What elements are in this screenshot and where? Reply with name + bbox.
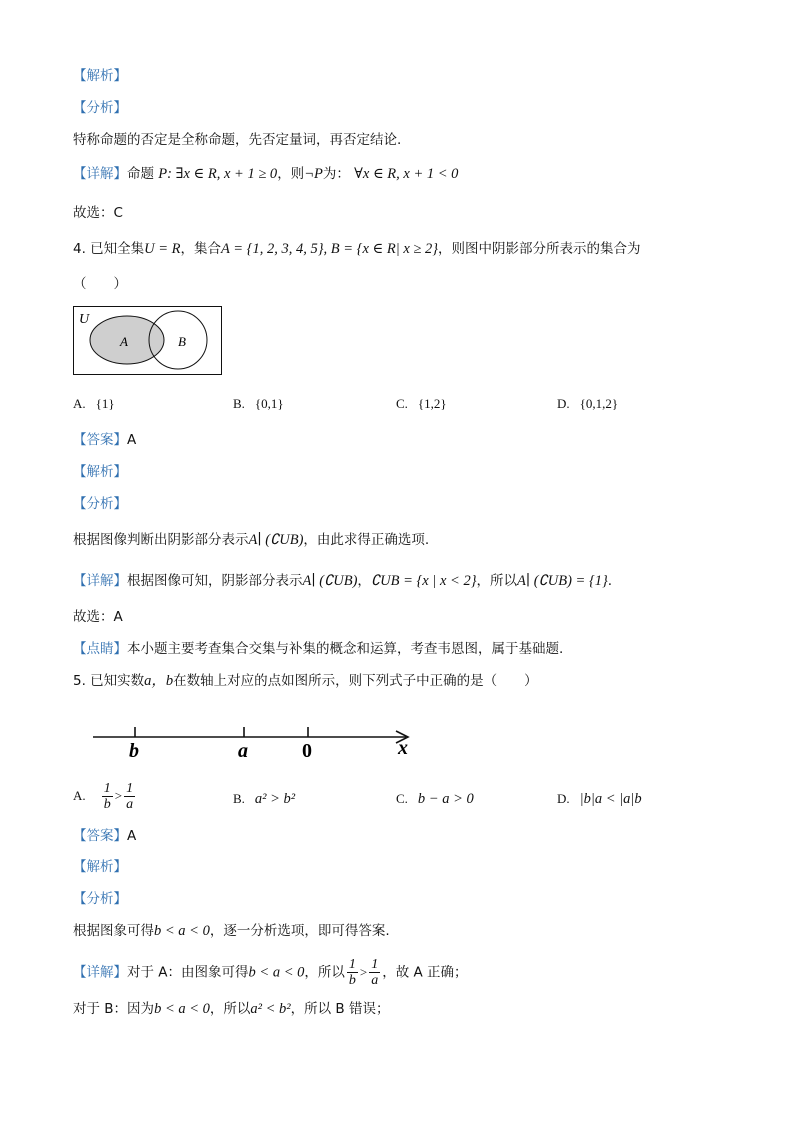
q4-answer: 【答案】A — [73, 432, 137, 448]
axis-label-x: x — [398, 737, 408, 759]
venn-label-u: U — [79, 312, 90, 327]
q5-fenxi-heading: 【分析】 — [73, 891, 127, 907]
number-line — [90, 718, 420, 763]
venn-label-b: B — [178, 334, 186, 349]
q5-option-c: C. b − a > 0 — [396, 791, 474, 807]
q5-option-d: D. |b|a < |a|b — [557, 791, 642, 807]
tick-label-b: b — [129, 740, 139, 762]
q4-comment: 【点睛】本小题主要考查集合交集与补集的概念和运算，考查韦恩图，属于基础题. — [73, 641, 564, 657]
q4-jiexi-heading: 【解析】 — [73, 464, 127, 480]
q4-option-d: D. {0,1,2} — [557, 396, 619, 411]
q4-fenxi-heading: 【分析】 — [73, 496, 127, 512]
q5-jiexi-heading: 【解析】 — [73, 859, 127, 875]
q4-paren: （ ） — [73, 276, 127, 292]
fenxi-heading: 【分析】 — [73, 100, 127, 116]
q4-option-b: B. {0,1} — [233, 396, 284, 411]
tick-label-zero: 0 — [302, 740, 312, 762]
q4-stem: 4. 已知全集U = R，集合A = {1, 2, 3, 4, 5}, B = {x ∈ R| x ≥ 2}，则图中阴影部分所表示的集合为 — [73, 241, 641, 257]
venn-label-a: A — [120, 334, 128, 349]
q3-detail: 【详解】命题 P: ∃x ∈ R, x + 1 ≥ 0，则¬P为： ∀x ∈ R, x + 1 < 0 — [73, 166, 459, 182]
q5-stem: 5. 已知实数a，b在数轴上对应的点如图所示，则下列式子中正确的是（ ） — [73, 673, 538, 689]
tick-label-a: a — [238, 740, 248, 762]
q4-option-c: C. {1,2} — [396, 396, 447, 411]
q5-option-b: B. a² > b² — [233, 791, 296, 807]
q5-detail-b: 对于 B：因为b < a < 0，所以a² < b²，所以 B 错误； — [73, 1001, 390, 1017]
jiexi-heading: 【解析】 — [73, 68, 127, 84]
q5-detail-a: 【详解】对于 A：由图象可得b < a < 0，所以 $\frac{1}{b}$ > $\frac{1}{a}$ ，故 A 正确； — [73, 957, 468, 988]
q5-analysis: 根据图象可得b < a < 0，逐一分析选项，即可得答案. — [73, 923, 390, 939]
q5-option-a: A. $\frac{1}{b}$ > $\frac{1}{a}$ — [73, 781, 134, 812]
venn-diagram — [73, 306, 223, 376]
q3-choice: 故选：C — [73, 205, 123, 221]
q4-analysis: 根据图像判断出阴影部分表示A∣ (∁UB)，由此求得正确选项. — [73, 532, 430, 548]
q5-answer: 【答案】A — [73, 828, 137, 844]
q4-choice: 故选：A — [73, 609, 123, 625]
q4-option-a: A. {1} — [73, 396, 115, 411]
q3-analysis: 特称命题的否定是全称命题，先否定量词，再否定结论. — [73, 132, 402, 148]
q4-detail: 【详解】根据图像可知，阴影部分表示A∣ (∁UB)，∁UB = {x | x < 2}，所以A∣ (∁UB) = {1}. — [73, 573, 613, 589]
